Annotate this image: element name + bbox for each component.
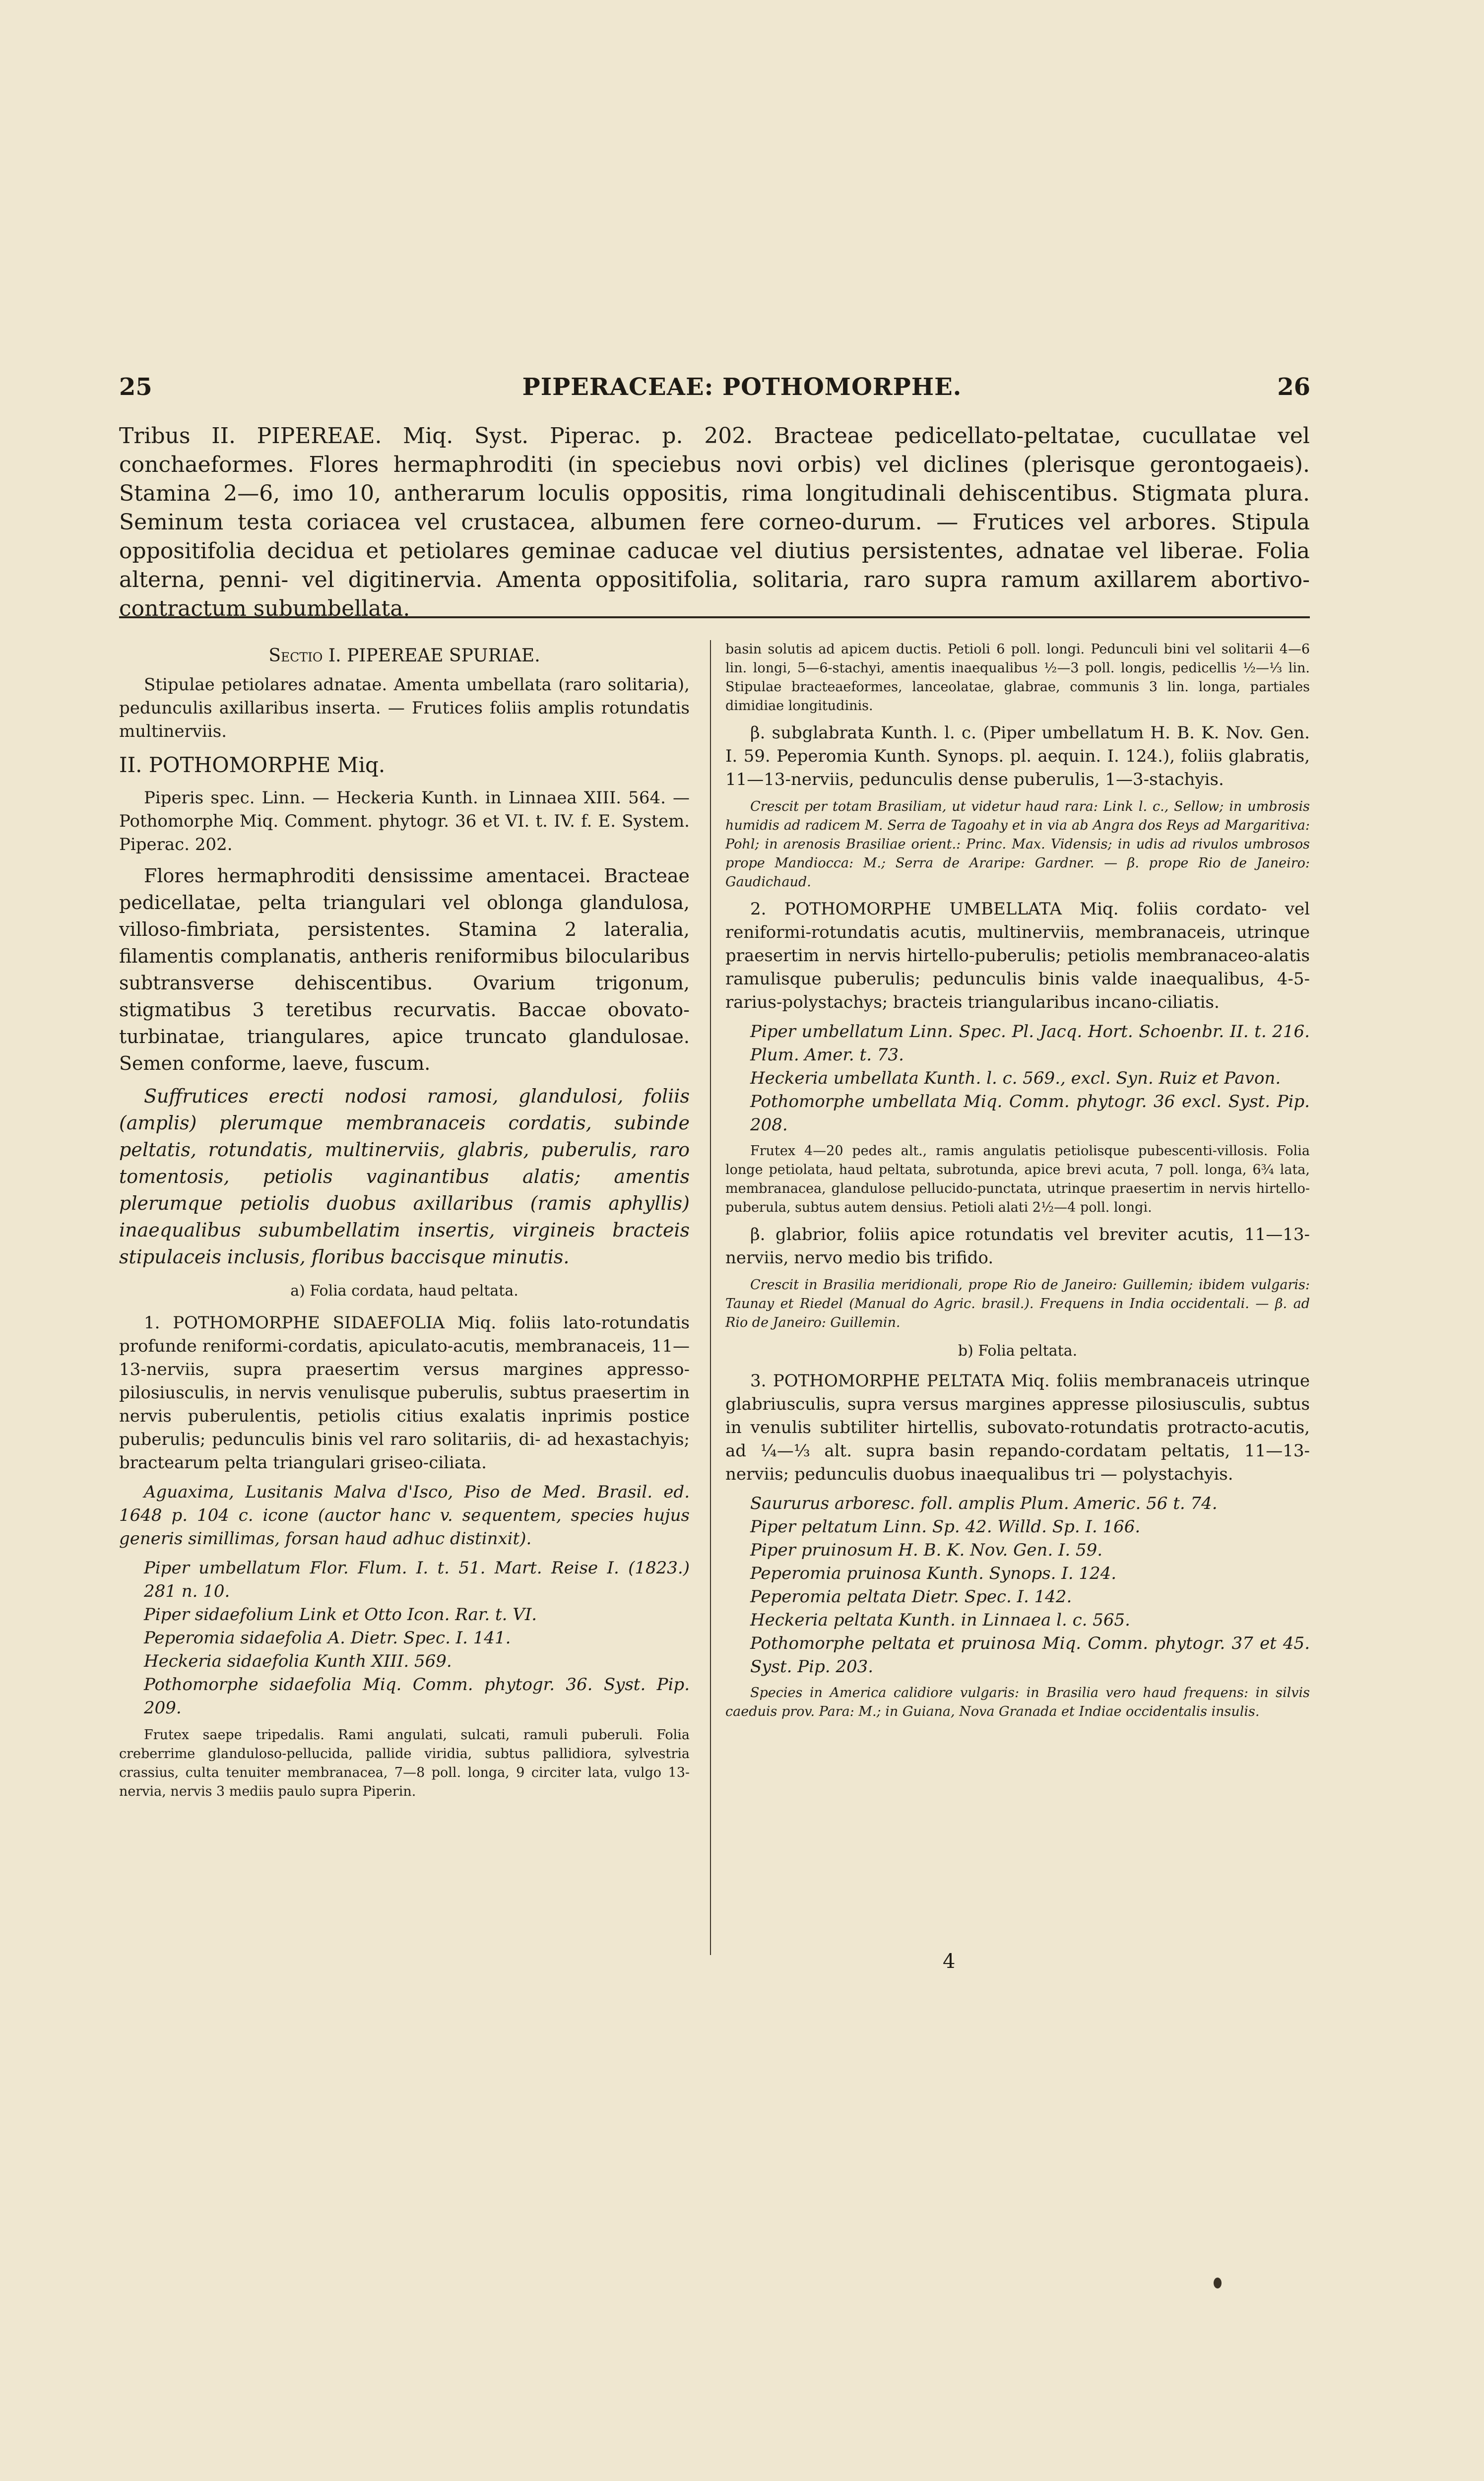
column-divider xyxy=(710,640,711,1955)
subdivision-a: a) Folia cordata, haud peltata. xyxy=(290,1282,518,1300)
species-1-synonym: Peperomia sidaefolia A. Dietr. Spec. I. 141. xyxy=(144,1628,511,1648)
species-1-synonym: Heckeria sidaefolia Kunth XIII. 569. xyxy=(144,1651,452,1671)
species-3-synonym: Saururus arboresc. foll. amplis Plum. Americ. 56 t. 74. xyxy=(750,1494,1218,1513)
left-column xyxy=(119,640,690,1807)
species-3-synonym: Peperomia pruinosa Kunth. Synops. I. 124. xyxy=(750,1564,1117,1583)
ink-spot xyxy=(1214,2278,1222,2288)
species-2-synonym: Heckeria umbellata Kunth. l. c. 569., excl. Syn. Ruiz et Pavon. xyxy=(750,1068,1281,1088)
species-1-diagnosis: 1. POTHOMORPHE SIDAEFOLIA Miq. foliis lato-rotundatis profunde reniformi-cordatis, apiculato-acutis, membranaceis, 11—13-nerviis, supra praesertim versus margines appresso-pilosiusculis, in nervis venulisque puberulis, subtus praesertim in nervis puberulentis, petiolis citius exalatis inprimis postice puberulis; pedunculis binis vel raro solitariis, di- ad hexastachyis; bractearum pelta triangulari griseo-ciliata. xyxy=(119,1313,690,1473)
variety-beta-glabrior: β. glabrior, foliis apice rotundatis vel breviter acutis, 11—13-nerviis, nervo medio bis trifido. xyxy=(725,1225,1310,1268)
species-2-synonym: Pothomorphe umbellata Miq. Comm. phytogr. 36 excl. Syst. Pip. 208. xyxy=(750,1092,1310,1135)
tribus-text: Tribus II. PIPEREAE. Miq. Syst. Piperac. p. 202. Bracteae pedicellato-peltatae, cucullatae vel conchaeformes. Flores hermaphroditi (in speciebus novi orbis) vel diclines (plerisque gerontogaeis). Stamina 2—6, imo 10, antherarum loculis oppositis, rima longitudinali dehiscentibus. Stigmata plura. Seminum testa coriacea vel crustacea, albumen fere corneo-durum. — Frutices vel arbores. Stipula oppositifolia decidua et petiolares geminae caducae vel diutius persistentes, adnatae vel liberae. Folia alterna, penni- vel digitinervia. Amenta oppositifolia, solitaria, raro supra ramum axillarem abortivo-contractum subumbellata. xyxy=(119,423,1310,621)
species-2-description: Frutex 4—20 pedes alt., ramis angulatis petiolisque pubescenti-villosis. Folia longe petiolata, haud peltata, subrotunda, apice brevi acuta, 7 poll. longa, 6¾ lata, membranacea, glandulose pellucido-punctata, utrinque praesertim in nervis hirtello-puberula, subtus autem densius. Petioli alati 2½—4 poll. longi. xyxy=(725,1143,1310,1215)
distribution-species-2: Crescit in Brasilia meridionali, prope Rio de Janeiro: Guillemin; ibidem vulgaris: Taunay et Riedel (Manual do Agric. brasil.). Frequens in India occidentali. — β. ad Rio de Janeiro: Guillemin. xyxy=(725,1277,1310,1330)
species-1-synonym: Piper umbellatum Flor. Flum. I. t. 51. Mart. Reise I. (1823.) 281 n. 10. xyxy=(144,1558,690,1601)
tribus-description xyxy=(119,422,1310,623)
species-3-diagnosis: 3. POTHOMORPHE PELTATA Miq. foliis membranaceis utrinque glabriusculis, supra versus margines appresse pilosiusculis, subtus in venulis subtiliter hirtellis, subovato-rotundatis protracto-acutis, ad ¼—⅓ alt. supra basin repando-cordatam peltatis, 11—13-nerviis; pedunculis duobus inaequalibus tri — polystachyis. xyxy=(725,1371,1310,1484)
species-1-synonym: Piper sidaefolium Link et Otto Icon. Rar. t. VI. xyxy=(144,1605,537,1625)
species-3-synonym: Heckeria peltata Kunth. in Linnaea l. c. 565. xyxy=(750,1610,1130,1630)
distribution-species-3: Species in America calidiore vulgaris: in Brasilia vero haud frequens: in silvis caeduis prov. Para: M.; in Guiana, Nova Granada et Indiae occidentalis insulis. xyxy=(725,1685,1310,1719)
sectio-heading: Sectio I. PIPEREAE SPURIAE. xyxy=(268,646,540,666)
page-number-right: 26 xyxy=(1277,373,1310,401)
species-3-synonym: Peperomia peltata Dietr. Spec. I. 142. xyxy=(750,1587,1072,1607)
species-3-synonym: Pothomorphe peltata et pruinosa Miq. Comm. phytogr. 37 et 45. Syst. Pip. 203. xyxy=(750,1633,1310,1677)
genus-synonyms: Piperis spec. Linn. — Heckeria Kunth. in Linnaea XIII. 564. — Pothomorphe Miq. Comment. phytogr. 36 et VI. t. IV. f. E. System. Piperac. 202. xyxy=(119,788,690,854)
running-title: PIPERACEAE: POTHOMORPHE. xyxy=(522,373,962,401)
genus-habit: Suffrutices erecti nodosi ramosi, glandulosi, foliis (amplis) plerumque membranaceis cordatis, subinde peltatis, rotundatis, multinerviis, glabris, puberulis, raro tomentosis, petiolis vaginantibus alatis; amentis plerumque petiolis duobus axillaribus (ramis aphyllis) inaequalibus subumbellatim insertis, virgineis bracteis stipulaceis inclusis, floribus baccisque minutis. xyxy=(119,1085,690,1268)
page-number-left: 25 xyxy=(119,373,152,401)
signature-mark: 4 xyxy=(943,1950,956,1973)
right-column xyxy=(725,640,1310,1727)
species-3-synonym: Piper peltatum Linn. Sp. 42. Willd. Sp. I. 166. xyxy=(750,1517,1141,1537)
header-rule xyxy=(119,616,1310,618)
genus-heading: II. POTHOMORPHE Miq. xyxy=(119,753,386,777)
species-1-synonym: Pothomorphe sidaefolia Miq. Comm. phytogr. 36. Syst. Pip. 209. xyxy=(144,1675,690,1718)
variety-beta-subglabrata: β. subglabrata Kunth. l. c. (Piper umbellatum H. B. K. Nov. Gen. I. 59. Peperomia Kunth. Synops. pl. aequin. I. 124.), foliis glabratis, 11—13-nerviis, pedunculis dense puberulis, 1—3-stachyis. xyxy=(725,723,1310,789)
species-1-description: Frutex saepe tripedalis. Rami angulati, sulcati, ramuli puberuli. Folia creberrime glanduloso-pellucida, pallide viridia, subtus pallidiora, sylvestria crassius, culta tenuiter membranacea, 7—8 poll. longa, 9 circiter lata, vulgo 13-nervia, nervis 3 mediis paulo supra Piperin. xyxy=(119,1727,690,1799)
sectio-description: Stipulae petiolares adnatae. Amenta umbellata (raro solitaria), pedunculis axillaribus inserta. — Frutices foliis amplis rotundatis multinerviis. xyxy=(119,675,690,741)
species-1-continuation: basin solutis ad apicem ductis. Petioli 6 poll. longi. Pedunculi bini vel solitarii 4—6 lin. longi, 5—6-stachyi, amentis inaequalibus ½—3 poll. longis, pedicellis ½—⅓ lin. Stipulae bracteaeformes, lanceolatae, glabrae, communis 3 lin. longa, partiales dimidiae longitudinis. xyxy=(725,642,1310,714)
subdivision-b: b) Folia peltata. xyxy=(958,1342,1078,1360)
species-1-note: Aguaxima, Lusitanis Malva d'Isco, Piso de Med. Brasil. ed. 1648 p. 104 c. icone (auctor hanc v. sequentem, species hujus generis simillimas, forsan haud adhuc distinxit). xyxy=(119,1482,690,1549)
genus-flores: Flores hermaphroditi densissime amentacei. Bracteae pedicellatae, pelta triangulari vel oblonga glandulosa, villoso-fimbriata, persistentes. Stamina 2 lateralia, filamentis complanatis, antheris reniformibus bilocularibus subtransverse dehiscentibus. Ovarium trigonum, stigmatibus 3 teretibus recurvatis. Baccae obovato-turbinatae, triangulares, apice truncato glandulosae. Semen conforme, laeve, fuscum. xyxy=(119,865,690,1074)
species-2-diagnosis: 2. POTHOMORPHE UMBELLATA Miq. foliis cordato- vel reniformi-rotundatis acutis, multinerviis, membranaceis, utrinque praesertim in nervis hirtello-puberulis; petiolis membranaceo-alatis ramulisque puberulis; pedunculis binis valde inaequalibus, 4-5-rarius-polystachys; bracteis triangularibus incano-ciliatis. xyxy=(725,899,1310,1012)
species-3-synonym: Piper pruinosum H. B. K. Nov. Gen. I. 59. xyxy=(750,1540,1103,1560)
distribution-species-1: Crescit per totam Brasiliam, ut videtur haud rara: Link l. c., Sellow; in umbrosis humidis ad radicem M. Serra de Tagoahy et in via ab Angra dos Reys ad Margaritiva: Pohl; in arenosis Brasiliae orient.: Princ. Max. Vidensis; in udis ad rivulos umbrosos prope Mandiocca: M.; Serra de Araripe: Gardner. — β. prope Rio de Janeiro: Gaudichaud. xyxy=(725,799,1310,890)
species-2-synonym: Piper umbellatum Linn. Spec. Pl. Jacq. Hort. Schoenbr. II. t. 216. Plum. Amer. t. 73. xyxy=(750,1022,1310,1065)
